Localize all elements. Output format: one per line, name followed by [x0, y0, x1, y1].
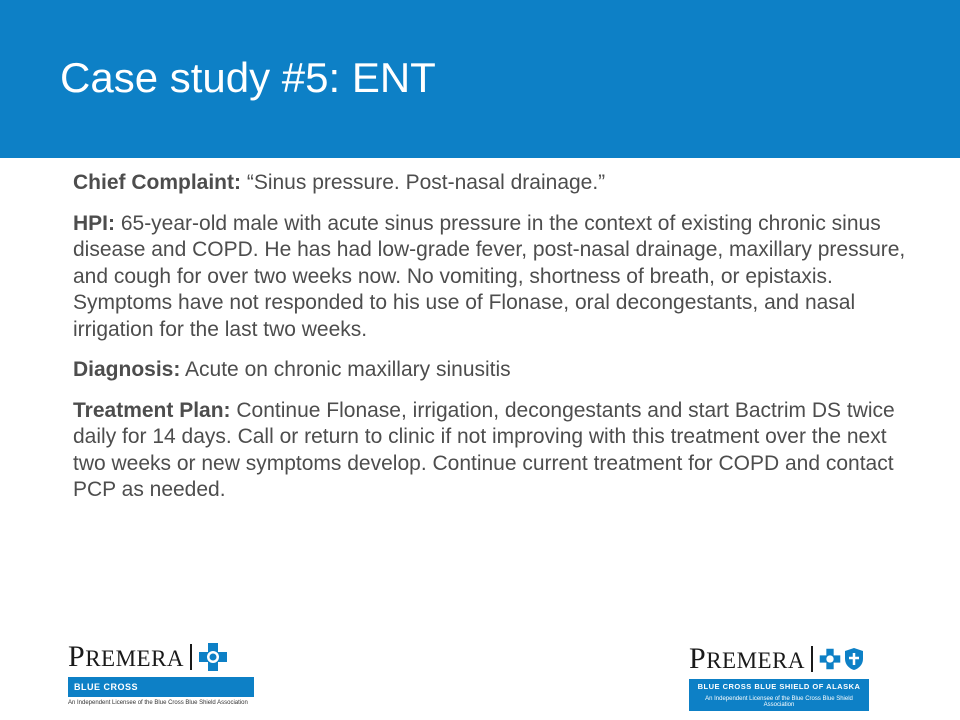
treatment-plan-paragraph [73, 398, 923, 504]
premera-blue-cross-logo [68, 640, 254, 706]
logo-tagline: An Independent Licensee of the Blue Cross Blue Shield Association [68, 700, 248, 706]
diagnosis-label: Diagnosis: [73, 358, 181, 381]
hpi-text: 65-year-old male with acute sinus pressure in the context of existing chronic sinus disease and COPD. He has had low-grade fever, post-nasal drainage, maxillary pressure, and cough for over two weeks now. No vomiting, shortness of breath, or epistaxis. Symptoms have not responded to his use of Flonase, oral decongestants, and nasal irrigation for the last two weeks. [73, 211, 906, 341]
logo-wordmark-row [68, 640, 254, 673]
diagnosis-paragraph [73, 357, 923, 384]
logo-wordmark-row [689, 642, 869, 675]
hpi-paragraph [73, 211, 923, 344]
slide-header [0, 0, 960, 158]
chief-complaint-label: Chief Complaint: [73, 171, 241, 194]
logo-band: BLUE CROSS BLUE SHIELD OF ALASKA [689, 679, 869, 694]
logo-tagline: An Independent Licensee of the Blue Cross Blue Shield Association [689, 694, 869, 711]
treatment-plan-text: Continue Flonase, irrigation, decongestants and start Bactrim DS twice daily for 14 days. Call or return to clinic if not improving with this treatment over the next two weeks or new symptoms develop. Continue current treatment for COPD and contact PCP as needed. [73, 398, 895, 501]
premera-wordmark: PREMERA [68, 639, 185, 673]
logo-divider [190, 644, 192, 670]
premera-wordmark: PREMERA [689, 641, 806, 675]
blue-shield-icon [844, 647, 864, 671]
chief-complaint-paragraph [73, 170, 923, 197]
hpi-label: HPI: [73, 211, 115, 235]
treatment-plan-label: Treatment Plan: [73, 398, 231, 422]
chief-complaint-text: “Sinus pressure. Post-nasal drainage.” [241, 171, 606, 194]
logo-divider [811, 646, 813, 672]
logo-band: BLUE CROSS [68, 677, 254, 697]
diagnosis-text: Acute on chronic maxillary sinusitis [180, 358, 511, 381]
blue-cross-icon [819, 648, 841, 670]
slide-title: Case study #5: ENT [60, 54, 436, 101]
slide-body [73, 170, 923, 518]
blue-cross-icon [198, 642, 228, 672]
premera-bcbs-alaska-logo [689, 642, 869, 711]
